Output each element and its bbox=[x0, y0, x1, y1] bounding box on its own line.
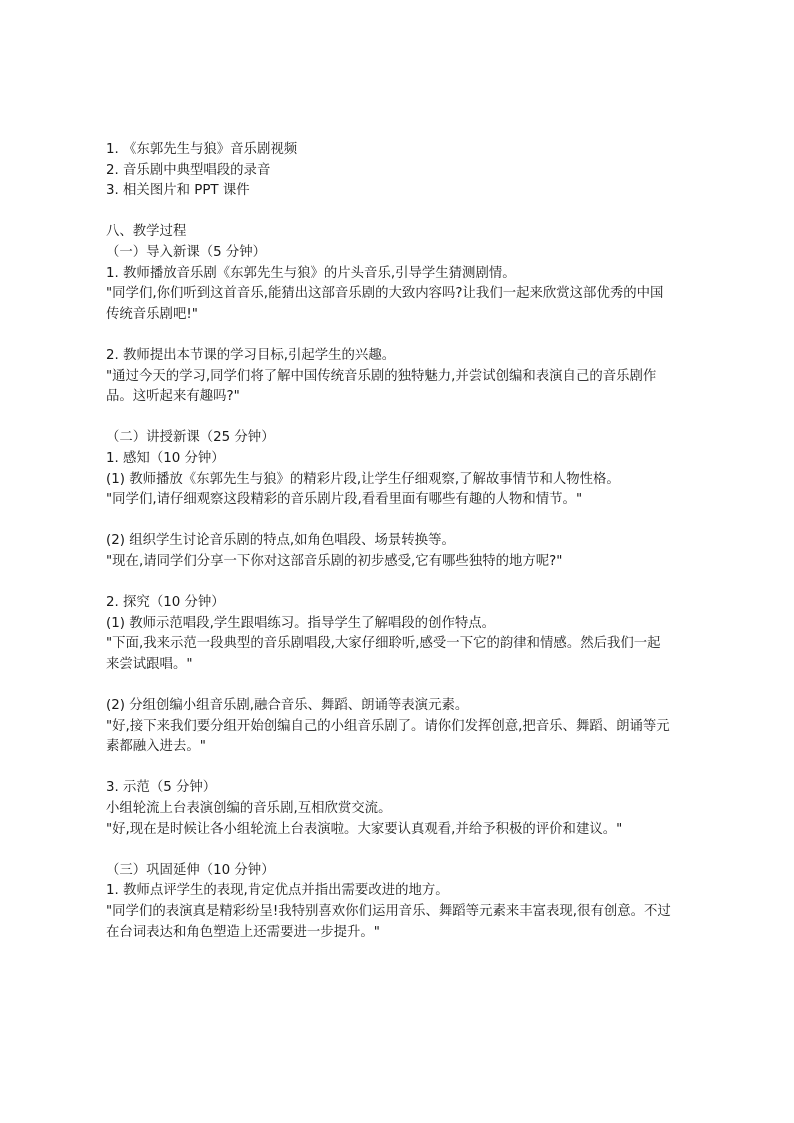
explore-step-b: (2) 分组创编小组音乐剧,融合音乐、舞蹈、朗诵等表演元素。 bbox=[106, 698, 469, 714]
part1-step2: 2. 教师提出本节课的学习目标,引起学生的兴趣。 bbox=[106, 347, 396, 363]
spacer bbox=[106, 511, 696, 532]
perceive-step-a-quote: "同学们,请仔细观察这段精彩的音乐剧片段,看看里面有哪些有趣的人物和情节。" bbox=[106, 492, 583, 508]
part1-step1-quote-line1: "同学们,你们听到这首音乐,能猜出这部音乐剧的大致内容吗?让我们一起来欣赏这部优秀的中国 bbox=[106, 286, 664, 302]
material-item-1: 1. 《东郭先生与狼》音乐剧视频 bbox=[106, 142, 298, 157]
part1-step1-quote-line2: 传统音乐剧吧!" bbox=[106, 306, 198, 322]
spacer bbox=[106, 675, 696, 696]
part2-title: （二）讲授新课（25 分钟） bbox=[106, 430, 275, 446]
spacer bbox=[106, 202, 696, 223]
perceive-step-a: (1) 教师播放《东郭先生与狼》的精彩片段,让学生仔细观察,了解故事情节和人物性格。 bbox=[106, 471, 620, 487]
part3-title: （三）巩固延伸（10 分钟） bbox=[106, 862, 275, 878]
part1-step2-quote-line2: 品。这听起来有趣吗?" bbox=[106, 389, 240, 405]
part1-title: （一）导入新课（5 分钟） bbox=[106, 244, 267, 260]
explore-step-a: (1) 教师示范唱段,学生跟唱练习。指导学生了解唱段的创作特点。 bbox=[106, 615, 496, 631]
demo-text: 小组轮流上台表演创编的音乐剧,互相欣赏交流。 bbox=[106, 801, 392, 816]
explore-title: 2. 探究（10 分钟） bbox=[106, 595, 225, 611]
material-item-3: 3. 相关图片和 PPT 课件 bbox=[106, 183, 250, 199]
section-title: 八、教学过程 bbox=[106, 224, 187, 240]
part3-step1-quote-line1: "同学们的表演真是精彩纷呈!我特别喜欢你们运用音乐、舞蹈等元素来丰富表现,很有创意。不过 bbox=[106, 903, 671, 919]
spacer bbox=[106, 840, 696, 861]
part3-step1-quote-line2: 在台词表达和角色塑造上还需要进一步提升。" bbox=[106, 924, 380, 940]
lesson-plan-body bbox=[106, 140, 696, 943]
explore-step-a-quote-line1: "下面,我来示范一段典型的音乐剧唱段,大家仔细聆听,感受一下它的韵律和情感。然后我们一起 bbox=[106, 636, 661, 652]
explore-step-a-quote-line2: 来尝试跟唱。" bbox=[106, 656, 193, 672]
perceive-step-b: (2) 组织学生讨论音乐剧的特点,如角色唱段、场景转换等。 bbox=[106, 533, 455, 549]
explore-step-b-quote-line2: 素都融入进去。" bbox=[106, 739, 206, 755]
spacer bbox=[106, 572, 696, 593]
explore-step-b-quote-line1: "好,接下来我们要分组开始创编自己的小组音乐剧了。请你们发挥创意,把音乐、舞蹈、朗诵等元 bbox=[106, 718, 670, 734]
part3-step1: 1. 教师点评学生的表现,肯定优点并指出需要改进的地方。 bbox=[106, 883, 449, 899]
demo-quote: "好,现在是时候让各小组轮流上台表演啦。大家要认真观看,并给予积极的评价和建议。" bbox=[106, 821, 623, 837]
material-item-2: 2. 音乐剧中典型唱段的录音 bbox=[106, 162, 271, 178]
perceive-step-b-quote: "现在,请同学们分享一下你对这部音乐剧的初步感受,它有哪些独特的地方呢?" bbox=[106, 553, 563, 569]
spacer bbox=[106, 408, 696, 429]
perceive-title: 1. 感知（10 分钟） bbox=[106, 450, 225, 466]
demo-title: 3. 示范（5 分钟） bbox=[106, 780, 217, 796]
spacer bbox=[106, 758, 696, 779]
part1-step2-quote-line1: "通过今天的学习,同学们将了解中国传统音乐剧的独特魅力,并尝试创编和表演自己的音乐剧作 bbox=[106, 368, 657, 384]
spacer bbox=[106, 325, 696, 346]
part1-step1: 1. 教师播放音乐剧《东郭先生与狼》的片头音乐,引导学生猜测剧情。 bbox=[106, 265, 516, 281]
